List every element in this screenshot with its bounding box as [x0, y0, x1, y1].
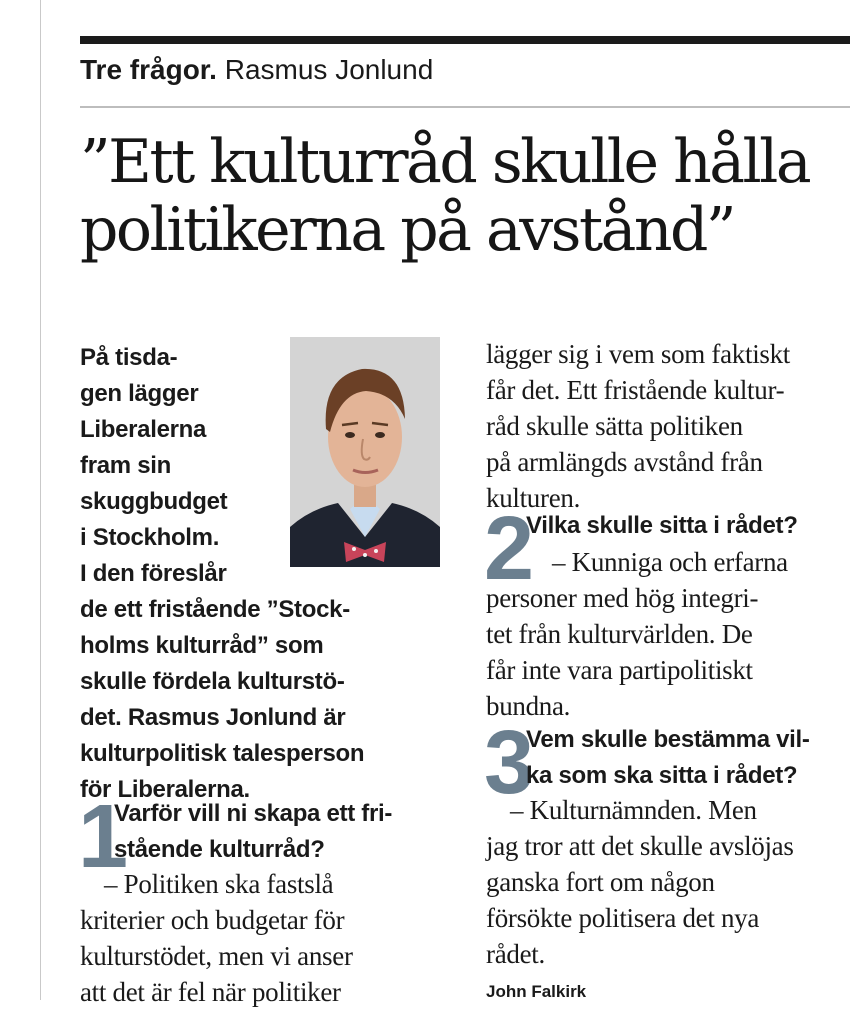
intro-line: skulle fördela kulturstö-	[80, 668, 345, 695]
answer-line: att det är fel när politiker	[80, 977, 341, 1007]
intro-line: gen lägger	[80, 380, 199, 407]
intro-line: för Liberalerna.	[80, 776, 250, 803]
intro-line: Liberalerna	[80, 416, 207, 443]
answer-line: tet från kulturvärlden. De	[486, 619, 753, 649]
question-line: Varför vill ni skapa ett fri-	[114, 800, 393, 827]
answer-line: rådet.	[486, 939, 545, 969]
column-divider-line	[40, 0, 41, 1000]
answer-line: – Politiken ska fastslå	[104, 869, 334, 899]
question-3	[526, 722, 856, 794]
continued-answer	[486, 336, 856, 516]
answer-line: på armlängds avstånd från	[486, 447, 763, 477]
intro-line: På tisda-	[80, 344, 178, 371]
byline: John Falkirk	[486, 982, 587, 1001]
answer-line: jag tror att det skulle avslöjas	[486, 831, 794, 861]
headline-line: ”Ett kulturråd skulle hålla	[80, 127, 810, 197]
intro-line: det. Rasmus Jonlund är	[80, 704, 346, 731]
question-number: 1	[78, 787, 129, 887]
answer-3	[486, 792, 856, 972]
answer-line: råd skulle sätta politiken	[486, 411, 743, 441]
headline	[80, 128, 860, 264]
answer-line: – Kulturnämnden. Men	[510, 795, 757, 825]
answer-line: bundna.	[486, 691, 571, 721]
top-rule	[80, 36, 850, 44]
answer-line: försökte politisera det nya	[486, 903, 760, 933]
answer-line: personer med hög integri-	[486, 583, 759, 613]
kicker-rule	[80, 106, 850, 108]
question-number: 2	[484, 499, 535, 599]
kicker-name: Rasmus Jonlund	[224, 54, 434, 85]
answer-1	[80, 866, 460, 1010]
intro-line: kulturpolitisk talesperson	[80, 740, 365, 767]
answer-2	[486, 544, 856, 724]
kicker	[80, 52, 433, 88]
intro-line: fram sin	[80, 452, 171, 479]
intro-line: I den föreslår	[80, 560, 227, 587]
answer-line: kulturstödet, men vi anser	[80, 941, 353, 971]
answer-line: lägger sig i vem som faktiskt	[486, 339, 791, 369]
intro-line: i Stockholm.	[80, 524, 220, 551]
question-number: 3	[484, 713, 535, 813]
intro-line: holms kulturråd” som	[80, 632, 324, 659]
answer-line: får det. Ett fristående kultur-	[486, 375, 785, 405]
question-1	[114, 796, 454, 868]
headline-line: politikerna på avstånd”	[80, 195, 735, 265]
intro-text	[80, 340, 450, 808]
intro-line: de ett fristående ”Stock-	[80, 596, 350, 623]
question-line: ka som ska sitta i rådet?	[526, 762, 798, 789]
answer-line: kulturen.	[486, 483, 581, 513]
answer-line: får inte vara partipolitiskt	[486, 655, 753, 685]
answer-line: kriterier och budgetar för	[80, 905, 345, 935]
intro-line: skuggbudget	[80, 488, 228, 515]
question-2	[526, 508, 856, 544]
kicker-label: Tre frågor.	[80, 54, 217, 85]
question-line: stående kulturråd?	[114, 836, 325, 863]
question-line: Vilka skulle sitta i rådet?	[526, 512, 798, 539]
answer-line: – Kunniga och erfarna	[552, 547, 788, 577]
answer-line: ganska fort om någon	[486, 867, 715, 897]
question-line: Vem skulle bestämma vil-	[526, 726, 810, 753]
